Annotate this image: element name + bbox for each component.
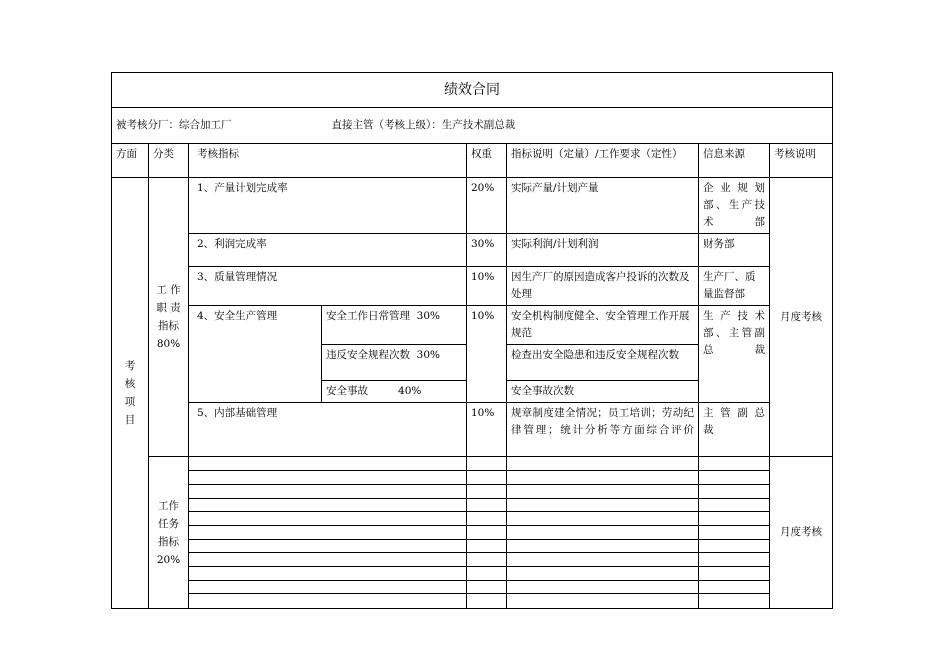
table-row xyxy=(112,457,833,471)
info-row xyxy=(112,108,833,144)
aspect-label: 考核项目 xyxy=(124,360,136,426)
blank-cell xyxy=(699,471,770,485)
duty-category-cell xyxy=(149,178,189,457)
table-row xyxy=(112,594,833,609)
weight-cell: 20% xyxy=(467,178,507,234)
blank-cell xyxy=(189,526,467,540)
header-aspect: 方面 xyxy=(112,144,149,178)
blank-cell xyxy=(467,581,507,594)
blank-cell xyxy=(507,540,699,553)
blank-cell xyxy=(507,471,699,485)
table-row xyxy=(112,512,833,526)
table-row xyxy=(112,553,833,567)
header-source: 信息来源 xyxy=(699,144,770,178)
blank-cell xyxy=(189,485,467,499)
task-category-line: 20% xyxy=(156,553,181,566)
header-category: 分类 xyxy=(149,144,189,178)
description-cell: 因生产厂的原因造成客户投诉的次数及处理 xyxy=(507,267,699,306)
blank-cell xyxy=(699,553,770,567)
blank-cell xyxy=(189,553,467,567)
sub-indicator-cell: 违反安全规程次数 30% xyxy=(322,345,467,381)
blank-cell xyxy=(507,594,699,609)
blank-cell xyxy=(699,581,770,594)
blank-cell xyxy=(699,540,770,553)
task-category-line: 指标 xyxy=(158,535,179,548)
blank-cell xyxy=(699,485,770,499)
blank-cell xyxy=(467,512,507,526)
table-row xyxy=(112,306,833,345)
aspect-cell xyxy=(112,178,149,609)
supervisor-label: 直接主管（考核上级）：生产技术副总裁 xyxy=(331,119,516,131)
blank-cell xyxy=(699,512,770,526)
source-cell: 主 管 副 总 裁 xyxy=(699,403,770,457)
blank-cell xyxy=(189,457,467,471)
duty-note-cell: 月度考核 xyxy=(770,178,833,457)
duty-category-line: 职 责 xyxy=(156,302,181,314)
table-row xyxy=(112,499,833,512)
blank-cell xyxy=(467,594,507,609)
branch-label: 被考核分厂：综合加工厂 xyxy=(116,119,232,131)
weight-cell: 10% xyxy=(467,403,507,457)
header-weight: 权重 xyxy=(467,144,507,178)
blank-cell xyxy=(189,471,467,485)
performance-contract-table xyxy=(111,72,833,609)
blank-cell xyxy=(507,512,699,526)
blank-cell xyxy=(699,499,770,512)
table-row xyxy=(112,567,833,581)
blank-cell xyxy=(467,553,507,567)
description-cell: 安全事故次数 xyxy=(507,381,699,403)
task-category-line: 工作 xyxy=(158,499,179,512)
table-row xyxy=(112,485,833,499)
blank-cell xyxy=(699,594,770,609)
header-note: 考核说明 xyxy=(770,144,833,178)
blank-cell xyxy=(507,499,699,512)
source-cell: 企 业 规 划 部、生产技术部 xyxy=(699,178,770,234)
table-row xyxy=(112,581,833,594)
indicator-cell: 5、内部基础管理 xyxy=(189,403,467,457)
blank-cell xyxy=(467,457,507,471)
description-cell: 实际产量/计划产量 xyxy=(507,178,699,234)
duty-category-line: 80% xyxy=(156,338,181,350)
description-cell: 安全机构制度健全、安全管理工作开展规范 xyxy=(507,306,699,345)
table-row xyxy=(112,178,833,234)
weight-cell: 10% xyxy=(467,267,507,306)
header-indicator: 考核指标 xyxy=(189,144,467,178)
duty-category-line: 工 作 xyxy=(156,284,181,296)
sub-indicator-cell: 安全工作日常管理 30% xyxy=(322,306,467,345)
task-category-line: 任务 xyxy=(158,517,179,530)
sub-indicator-cell: 安全事故 40% xyxy=(322,381,467,403)
blank-cell xyxy=(507,485,699,499)
blank-cell xyxy=(189,594,467,609)
blank-cell xyxy=(507,553,699,567)
blank-cell xyxy=(467,567,507,581)
duty-category-line: 指标 xyxy=(158,320,179,332)
table-row xyxy=(112,471,833,485)
table-row xyxy=(112,234,833,267)
weight-cell: 10% xyxy=(467,306,507,403)
task-note-cell: 月度考核 xyxy=(770,457,833,609)
blank-cell xyxy=(189,581,467,594)
task-category-cell xyxy=(149,457,189,609)
blank-cell xyxy=(467,540,507,553)
blank-cell xyxy=(507,526,699,540)
indicator-cell: 2、利润完成率 xyxy=(189,234,467,267)
blank-cell xyxy=(467,499,507,512)
blank-cell xyxy=(189,499,467,512)
blank-cell xyxy=(189,567,467,581)
source-cell: 生 产 技 术 部、主管副总裁 xyxy=(699,306,770,403)
indicator-cell: 3、质量管理情况 xyxy=(189,267,467,306)
indicator-cell: 4、安全生产管理 xyxy=(189,306,322,403)
description-cell: 实际利润/计划利润 xyxy=(507,234,699,267)
indicator-cell: 1、产量计划完成率 xyxy=(189,178,467,234)
header-description: 指标说明（定量）/工作要求（定性） xyxy=(507,144,699,178)
blank-cell xyxy=(467,485,507,499)
page-title: 绩效合同 xyxy=(112,73,833,108)
blank-cell xyxy=(467,526,507,540)
blank-cell xyxy=(467,471,507,485)
blank-cell xyxy=(189,540,467,553)
blank-cell xyxy=(699,567,770,581)
table-row xyxy=(112,403,833,433)
description-cell: 检查出安全隐患和违反安全规程次数 xyxy=(507,345,699,381)
blank-cell xyxy=(507,457,699,471)
description-cell: 规章制度建全情况；员工培训；劳动纪律管理；统计分析等方面综合评价 xyxy=(507,403,699,457)
table-row xyxy=(112,526,833,540)
source-cell: 生产厂、质量监督部 xyxy=(699,267,770,306)
table-row xyxy=(112,267,833,306)
blank-cell xyxy=(699,457,770,471)
weight-cell: 30% xyxy=(467,234,507,267)
blank-cell xyxy=(699,526,770,540)
header-row xyxy=(112,144,833,178)
source-cell: 财务部 xyxy=(699,234,770,267)
table-row xyxy=(112,540,833,553)
blank-cell xyxy=(507,581,699,594)
blank-cell xyxy=(507,567,699,581)
blank-cell xyxy=(189,512,467,526)
